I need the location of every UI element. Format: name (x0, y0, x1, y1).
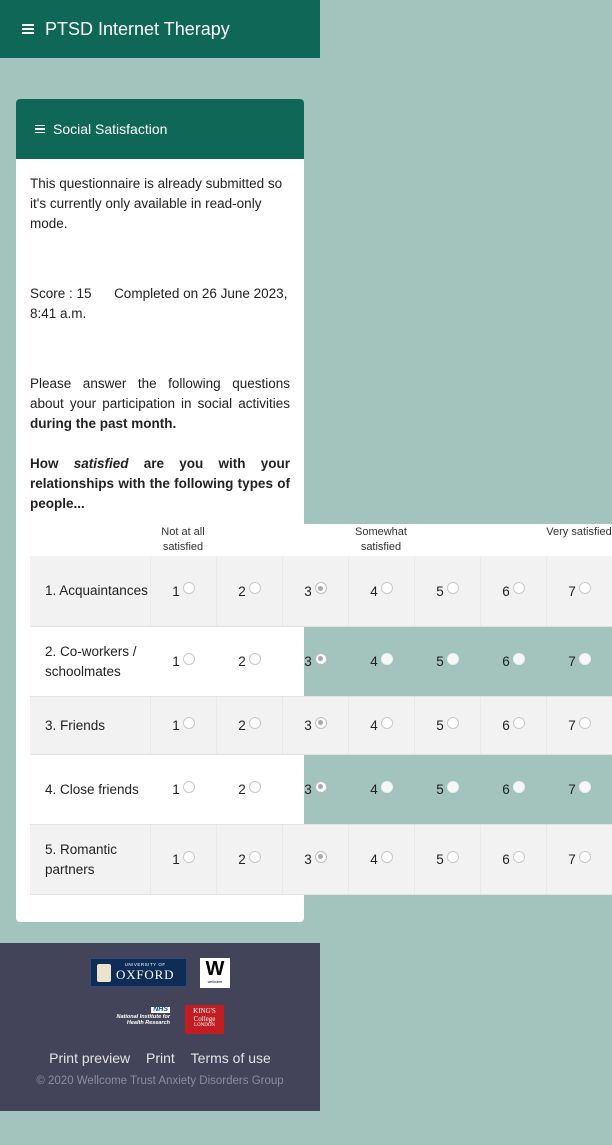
table-row (30, 556, 612, 627)
radio-button[interactable] (183, 851, 195, 863)
radio-button[interactable] (513, 582, 525, 594)
option-number: 2 (238, 654, 246, 669)
oxford-crest-icon (97, 964, 111, 982)
scale-label: Not at all satisfied (161, 526, 205, 553)
option-number: 5 (436, 718, 444, 733)
option-number: 4 (370, 852, 378, 867)
menu-icon[interactable] (22, 22, 34, 36)
radio-button[interactable] (381, 717, 393, 729)
option-number: 3 (304, 852, 312, 867)
rating-option[interactable] (546, 755, 612, 824)
table-row (30, 825, 612, 895)
oxford-big-text: OXFORD (116, 967, 175, 982)
rating-option[interactable] (150, 556, 216, 626)
option-number: 7 (568, 782, 576, 797)
rating-option[interactable] (414, 755, 480, 824)
rating-option[interactable] (480, 627, 546, 696)
nihr-logo (100, 1007, 170, 1033)
radio-button[interactable] (513, 717, 525, 729)
rating-option[interactable] (282, 755, 348, 824)
rating-option[interactable] (480, 697, 546, 754)
app-header (0, 0, 320, 58)
option-number: 5 (436, 654, 444, 669)
radio-button[interactable] (315, 781, 327, 793)
radio-button[interactable] (249, 582, 261, 594)
rating-option[interactable] (348, 697, 414, 754)
completed-date: Completed on 26 June 2023, 8:41 a.m. (30, 286, 288, 321)
rating-grid (30, 524, 612, 895)
option-number: 2 (238, 718, 246, 733)
table-row (30, 755, 612, 825)
rating-option[interactable] (282, 697, 348, 754)
option-number: 6 (502, 852, 510, 867)
rating-option[interactable] (546, 627, 612, 696)
question-emphasis: satisfied (73, 456, 129, 471)
kings-logo (185, 1005, 224, 1034)
rating-option[interactable] (282, 556, 348, 626)
option-number: 1 (172, 583, 180, 599)
rating-option[interactable] (216, 627, 282, 696)
option-number: 5 (436, 782, 444, 797)
card-title: Social Satisfaction (53, 121, 168, 137)
rating-option[interactable] (348, 825, 414, 894)
question-label: 4. Close friends (45, 781, 139, 797)
radio-button[interactable] (381, 781, 393, 793)
option-number: 2 (238, 583, 246, 599)
question-suffix: are you with your relationships with the following types of people... (30, 456, 291, 511)
radio-button[interactable] (381, 851, 393, 863)
rating-option[interactable] (150, 755, 216, 824)
app-title[interactable]: PTSD Internet Therapy (45, 18, 230, 39)
rating-option[interactable] (546, 556, 612, 626)
rating-option[interactable] (216, 697, 282, 754)
option-number: 4 (370, 654, 378, 669)
rating-option[interactable] (150, 825, 216, 894)
intro-bold: during the past month. (30, 416, 177, 431)
option-number: 3 (304, 654, 312, 669)
option-number: 7 (568, 718, 576, 733)
intro-text (30, 374, 290, 434)
menu-icon[interactable] (35, 123, 45, 136)
option-number: 1 (172, 718, 180, 733)
rating-option[interactable] (480, 825, 546, 894)
oxford-small-text: UNIVERSITY OF (124, 962, 166, 967)
option-number: 2 (238, 852, 246, 867)
rating-option[interactable] (348, 556, 414, 626)
rating-option[interactable] (216, 825, 282, 894)
wellcome-letter: W (205, 958, 225, 980)
wellcome-logo (200, 958, 230, 988)
scale-header (30, 524, 612, 556)
option-number: 6 (502, 583, 510, 599)
question-label: 2. Co-workers / schoolmates (45, 643, 137, 679)
radio-button[interactable] (249, 781, 261, 793)
scale-label: Somewhat satisfied (355, 526, 407, 553)
radio-button[interactable] (579, 653, 591, 665)
radio-button[interactable] (183, 582, 195, 594)
option-number: 3 (304, 718, 312, 733)
rating-option[interactable] (414, 627, 480, 696)
rating-option[interactable] (414, 556, 480, 626)
radio-button[interactable] (579, 582, 591, 594)
rating-option[interactable] (282, 627, 348, 696)
radio-button[interactable] (183, 653, 195, 665)
question-label: 5. Romantic partners (45, 841, 118, 877)
radio-button[interactable] (579, 851, 591, 863)
rating-option[interactable] (216, 556, 282, 626)
question-label: 1. Acquaintances (45, 583, 148, 598)
radio-button[interactable] (579, 781, 591, 793)
radio-button[interactable] (249, 717, 261, 729)
radio-button[interactable] (447, 851, 459, 863)
option-number: 6 (502, 718, 510, 733)
option-number: 3 (304, 782, 312, 797)
radio-button[interactable] (249, 851, 261, 863)
option-number: 6 (502, 782, 510, 797)
footer-links (0, 1050, 320, 1066)
radio-button[interactable] (447, 653, 459, 665)
radio-button[interactable] (249, 653, 261, 665)
oxford-logo (90, 958, 187, 987)
print-preview-link[interactable]: Print preview (49, 1050, 131, 1066)
option-number: 7 (568, 852, 576, 867)
kings-bottom: LONDON (193, 1023, 216, 1028)
rating-option[interactable] (150, 627, 216, 696)
rating-option[interactable] (480, 755, 546, 824)
rating-option[interactable] (348, 755, 414, 824)
radio-button[interactable] (183, 717, 195, 729)
rating-option[interactable] (480, 556, 546, 626)
radio-button[interactable] (381, 653, 393, 665)
radio-button[interactable] (513, 653, 525, 665)
print-link[interactable]: Print (145, 1050, 175, 1066)
rating-option[interactable] (414, 825, 480, 894)
readonly-notice: This questionnaire is already submitted so it's currently only available in read-only mode. (30, 176, 283, 231)
option-number: 6 (502, 654, 510, 669)
option-number: 4 (370, 583, 378, 599)
rating-option[interactable] (150, 697, 216, 754)
rating-option[interactable] (414, 697, 480, 754)
scale-label: Very satisfied (546, 526, 612, 538)
option-number: 5 (436, 583, 444, 599)
rating-option[interactable] (282, 825, 348, 894)
card-header (16, 99, 304, 159)
table-row (30, 627, 612, 697)
option-number: 7 (568, 654, 576, 669)
wellcome-sub: wellcome (207, 980, 223, 984)
radio-button[interactable] (315, 717, 327, 729)
radio-button[interactable] (579, 717, 591, 729)
option-number: 4 (370, 718, 378, 733)
option-number: 2 (238, 782, 246, 797)
option-number: 4 (370, 782, 378, 797)
option-number: 5 (436, 852, 444, 867)
rating-option[interactable] (546, 825, 612, 894)
intro-plain: Please answer the following questions about your participation in social activities (30, 376, 290, 411)
radio-button[interactable] (513, 781, 525, 793)
footer (0, 943, 320, 1111)
radio-button[interactable] (381, 582, 393, 594)
radio-button[interactable] (513, 851, 525, 863)
radio-button[interactable] (183, 781, 195, 793)
radio-button[interactable] (447, 717, 459, 729)
option-number: 1 (172, 654, 180, 669)
question-prefix: How (30, 456, 74, 471)
table-row (30, 697, 612, 755)
radio-button[interactable] (447, 781, 459, 793)
option-number: 1 (172, 852, 180, 867)
radio-button[interactable] (315, 851, 327, 863)
question-label: 3. Friends (45, 717, 106, 733)
nihr-text: National Institute for Health Research (116, 1014, 170, 1026)
copyright: © 2020 Wellcome Trust Anxiety Disorders Group (36, 1075, 284, 1087)
option-number: 3 (304, 583, 312, 599)
question-text (30, 454, 290, 514)
kings-top: KING'S College (193, 1007, 216, 1023)
score: Score : 15 (30, 286, 92, 301)
radio-button[interactable] (447, 582, 459, 594)
rating-option[interactable] (216, 755, 282, 824)
radio-button[interactable] (315, 653, 327, 665)
nhs-badge: NHS (153, 1006, 168, 1013)
rating-option[interactable] (348, 627, 414, 696)
option-number: 1 (172, 782, 180, 797)
rating-option[interactable] (546, 697, 612, 754)
option-number: 7 (568, 583, 576, 599)
radio-button[interactable] (315, 582, 327, 594)
score-line (30, 284, 290, 324)
terms-link[interactable]: Terms of use (190, 1050, 271, 1066)
